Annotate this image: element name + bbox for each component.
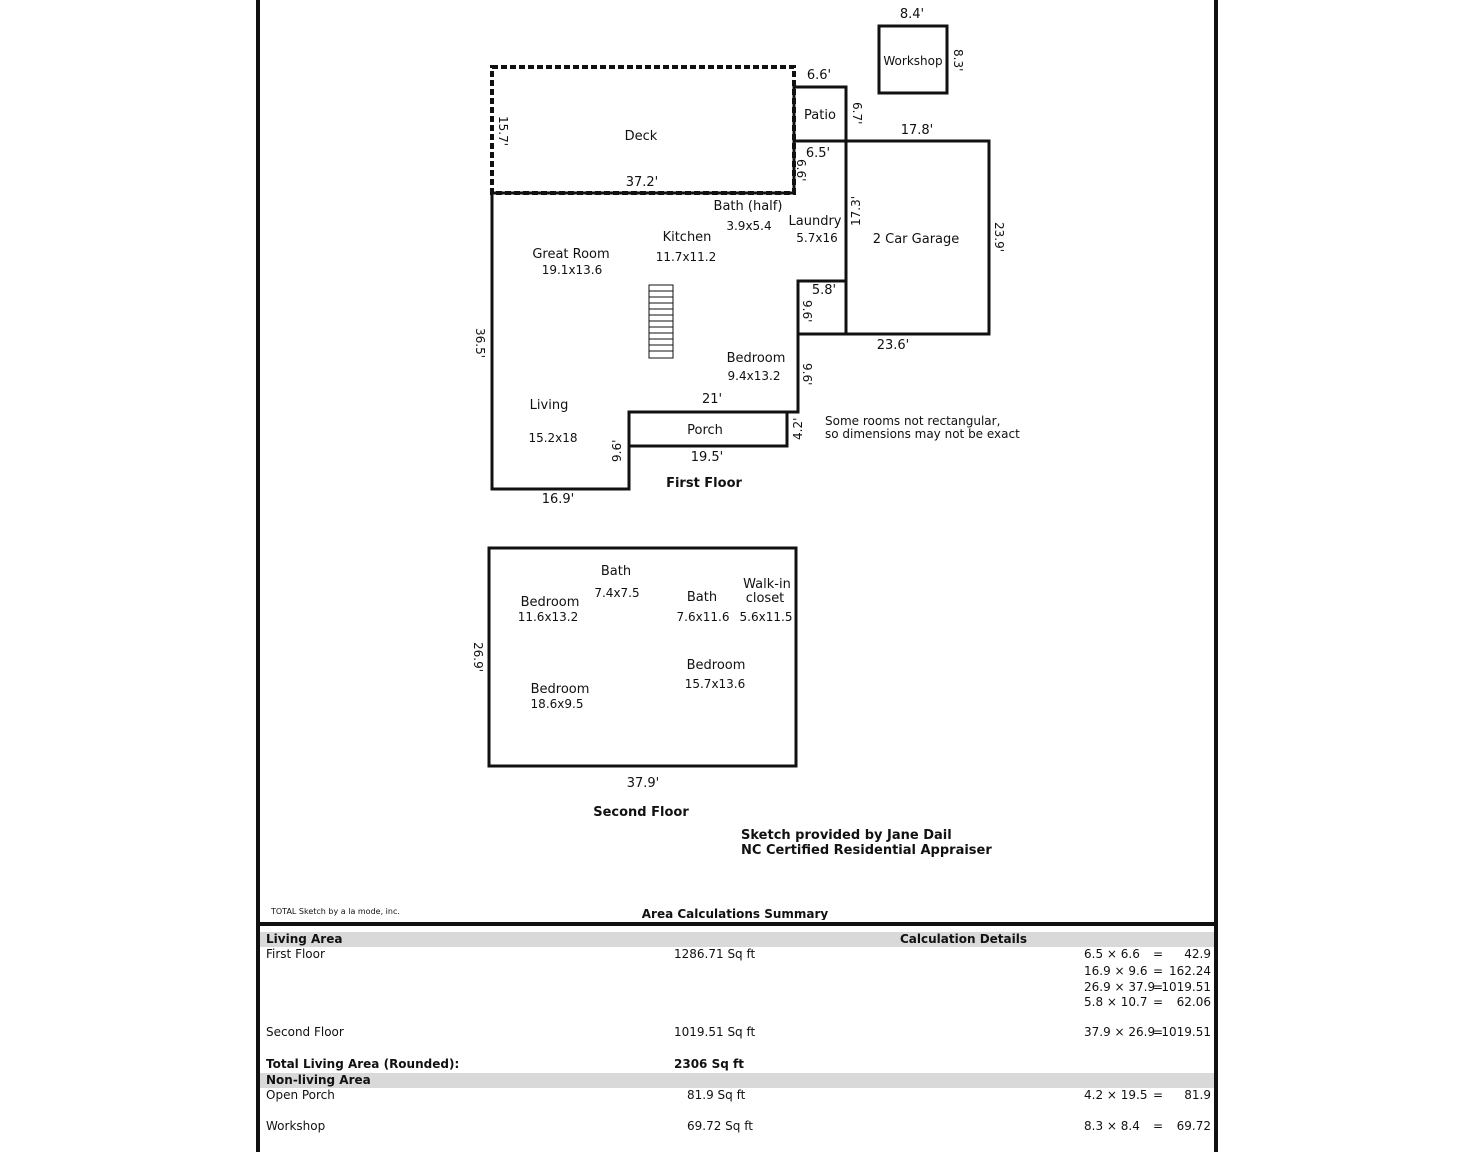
dim-garage-width-bottom: 23.6' xyxy=(876,338,910,353)
room-living-dims: 15.2x18 xyxy=(528,431,578,445)
dim-second-width: 37.9' xyxy=(626,776,660,791)
table-row xyxy=(260,1119,1214,1134)
workshop-area: 69.72 Sq ft xyxy=(687,1119,753,1133)
table-row xyxy=(260,980,1214,995)
nonliving-area-header: Non-living Area xyxy=(266,1073,371,1087)
room-great-room-dims: 19.1x13.6 xyxy=(541,263,603,277)
first-floor-area: 1286.71 Sq ft xyxy=(674,947,756,961)
note-line-2: so dimensions may not be exact xyxy=(825,427,1020,441)
room-bedroom-2: Bedroom xyxy=(686,658,746,673)
room-bedroom: Bedroom xyxy=(726,351,786,366)
dim-garage-height: 23.9' xyxy=(992,222,1006,253)
second-floor-area: 1019.51 Sq ft xyxy=(674,1025,756,1039)
table-row xyxy=(260,1025,1214,1040)
first-floor-title: First Floor xyxy=(666,476,742,491)
calc-expr: 5.8 × 10.7 xyxy=(1084,995,1148,1009)
room-bedroom-3: Bedroom xyxy=(530,682,590,697)
room-kitchen-dims: 11.7x11.2 xyxy=(655,250,717,264)
open-porch-label: Open Porch xyxy=(266,1088,335,1102)
note-line-1: Some rooms not rectangular, xyxy=(825,414,1001,428)
calc-val: 1019.51 xyxy=(1161,1025,1211,1039)
room-bedroom-dims: 9.4x13.2 xyxy=(727,369,781,383)
room-bedroom-1-dims: 11.6x13.2 xyxy=(517,610,579,624)
dim-bath-height: 6.6' xyxy=(794,159,808,182)
calc-eq: = xyxy=(1153,964,1164,978)
first-floor-label: First Floor xyxy=(266,947,325,961)
second-floor-label: Second Floor xyxy=(266,1025,344,1039)
dim-porch-top: 21' xyxy=(701,392,723,407)
calc-expr: 26.9 × 37.9 xyxy=(1084,980,1156,994)
living-area-header-row xyxy=(260,932,1214,947)
room-bath-2: Bath xyxy=(686,590,718,605)
total-living-label: Total Living Area (Rounded): xyxy=(266,1057,460,1071)
dim-step-width: 5.8' xyxy=(811,283,837,298)
calc-expr: 37.9 × 26.9 xyxy=(1084,1025,1156,1039)
stairs-icon xyxy=(649,285,673,358)
room-bedroom-1: Bedroom xyxy=(520,595,580,610)
room-laundry-dims: 5.7x16 xyxy=(796,231,838,245)
calculation-details-header: Calculation Details xyxy=(900,932,1028,946)
dim-porch-height: 4.2' xyxy=(791,417,805,440)
room-patio: Patio xyxy=(804,108,836,123)
calc-eq: = xyxy=(1153,1088,1164,1102)
calc-eq: = xyxy=(1153,980,1164,994)
table-row xyxy=(260,1088,1214,1103)
dim-deck-height: 15.7' xyxy=(496,116,510,147)
credit-line-2: NC Certified Residential Appraiser xyxy=(741,843,992,858)
room-bedroom-3-dims: 18.6x9.5 xyxy=(530,697,584,711)
room-closet-line-2: closet xyxy=(745,591,785,606)
calc-val: 81.9 xyxy=(1184,1088,1211,1102)
calc-val: 42.9 xyxy=(1184,947,1211,961)
calc-expr: 16.9 × 9.6 xyxy=(1084,964,1148,978)
dim-patio-width: 6.6' xyxy=(806,68,832,83)
calc-eq: = xyxy=(1153,995,1164,1009)
room-bath-half-dims: 3.9x5.4 xyxy=(726,219,772,233)
calc-val: 162.24 xyxy=(1169,964,1211,978)
dim-bedroom-height: 9.6' xyxy=(800,363,814,386)
calc-expr: 6.5 × 6.6 xyxy=(1084,947,1140,961)
table-row xyxy=(260,995,1214,1010)
room-garage: 2 Car Garage xyxy=(872,232,960,247)
dim-porch-bottom: 19.5' xyxy=(690,450,724,465)
room-laundry: Laundry xyxy=(788,214,842,229)
dim-second-height: 26.9' xyxy=(471,642,485,673)
dim-laundry-height: 17.3' xyxy=(849,195,863,226)
calc-val: 1019.51 xyxy=(1161,980,1211,994)
room-bath-1-dims: 7.4x7.5 xyxy=(594,586,640,600)
open-porch-area: 81.9 Sq ft xyxy=(687,1088,746,1102)
room-deck: Deck xyxy=(624,129,658,144)
area-calculations-table xyxy=(260,922,1214,1156)
dim-living-height: 9.6' xyxy=(610,439,624,462)
credit-line-1: Sketch provided by Jane Dail xyxy=(741,828,952,843)
table-row xyxy=(260,964,1214,979)
room-great-room: Great Room xyxy=(532,247,610,262)
room-porch: Porch xyxy=(687,423,723,438)
room-workshop: Workshop xyxy=(883,54,943,68)
living-area-header: Living Area xyxy=(266,932,343,946)
calc-eq: = xyxy=(1153,1119,1164,1133)
dim-deck-width: 37.2' xyxy=(625,175,659,190)
nonliving-area-header-row xyxy=(260,1073,1214,1088)
calc-val: 69.72 xyxy=(1176,1119,1211,1133)
room-bath-1: Bath xyxy=(600,564,632,579)
total-living-row xyxy=(260,1057,1214,1072)
dim-garage-width-top: 17.8' xyxy=(900,123,934,138)
dim-patio-height: 6.7' xyxy=(850,102,864,125)
dim-living-width: 16.9' xyxy=(541,492,575,507)
dim-workshop-height: 8.3' xyxy=(951,49,965,72)
room-bedroom-2-dims: 15.7x13.6 xyxy=(684,677,746,691)
workshop-label: Workshop xyxy=(266,1119,326,1133)
total-living-area: 2306 Sq ft xyxy=(674,1057,744,1071)
calc-expr: 8.3 × 8.4 xyxy=(1084,1119,1140,1133)
dim-left-height: 36.5' xyxy=(473,328,487,359)
room-closet-dims: 5.6x11.5 xyxy=(739,610,793,624)
calc-eq: = xyxy=(1153,1025,1164,1039)
dim-workshop-width: 8.4' xyxy=(899,7,925,22)
calc-val: 62.06 xyxy=(1176,995,1211,1009)
summary-title: Area Calculations Summary xyxy=(641,907,829,920)
calc-eq: = xyxy=(1153,947,1164,961)
second-floor-title: Second Floor xyxy=(593,805,689,820)
room-living: Living xyxy=(529,398,569,413)
software-credit: TOTAL Sketch by a la mode, inc. xyxy=(271,907,400,916)
room-bath-2-dims: 7.6x11.6 xyxy=(676,610,730,624)
room-kitchen: Kitchen xyxy=(662,230,712,245)
room-closet-line-1: Walk-in xyxy=(743,577,791,592)
room-bath-half: Bath (half) xyxy=(713,199,783,214)
dim-bath-width: 6.5' xyxy=(805,146,831,161)
table-row xyxy=(260,947,1214,962)
calc-expr: 4.2 × 19.5 xyxy=(1084,1088,1148,1102)
dim-step-height: 9.6' xyxy=(800,300,814,323)
